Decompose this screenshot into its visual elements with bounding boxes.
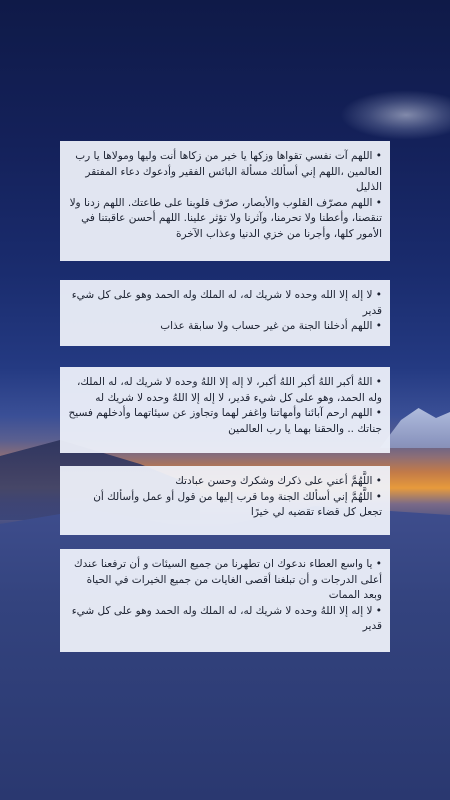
dua-text: • اللهم آت نفسي تقواها وزكها يا خير من زكاها أنت وليها ومولاها يا رب العالمين ،اللهم إني أسألك مسألة البائس الفقير وأدعوك دعاء المفتقر الذليل xyxy=(75,150,382,193)
dua-card-3 xyxy=(60,367,390,453)
cloud-wisp xyxy=(340,90,450,140)
dua-card-1 xyxy=(60,141,390,261)
dua-text: • يا واسع العطاء ندعوك ان تطهرنا من جميع السيئات و أن ترفعنا عندك أعلى الدرجات و أن تبلغنا أقصى الغايات من جميع الخيرات في الحياة وبعد الممات xyxy=(73,558,382,601)
dua-text: • اللهم ارحم آبائنا وأمهاتنا واغفر لهما وتجاوز عن سيئاتهما وأدخلهم فسيح جناتك .. والحقنا بهما يا رب العالمين xyxy=(68,407,382,435)
dua-text: • اللهُ أكبر اللهُ أكبر اللهُ أكبر، لا إله إلا اللهُ وحده لا شريك له، له الملك، وله الحمد، وهو على كل شيء قدير، لا إله إلا اللهُ وحده لا شريك له xyxy=(76,376,382,404)
dua-card-2 xyxy=(60,280,390,346)
dua-text: • اللَّهُمَّ أعني على ذكرك وشكرك وحسن عبادتك xyxy=(175,475,382,487)
dua-card-5 xyxy=(60,549,390,652)
dua-text: • اللَّهُمَّ إني أسألك الجنة وما قرب إليها من قول أو عمل وأسألك أن تجعل كل قضاء تقضيه لي خيرًا xyxy=(93,490,382,518)
dua-text: • اللهم أدخلنا الجنة من غير حساب ولا سابقة عذاب xyxy=(160,320,382,332)
dua-text: • لا إله إلا اللهُ وحده لا شريك له، له الملك وله الحمد وهو على كل شيء قدير xyxy=(71,604,382,632)
dua-card-4 xyxy=(60,466,390,535)
dua-text: • اللهم مصرّف القلوب والأبصار، صرّف قلوبنا على طاعتك. اللهم زدنا ولا تنقصنا، وأعطنا ولا تحرمنا، وآثرنا ولا تؤثر علينا. اللهم أحسن عاقبتنا في الأمور كلها، وأجرنا من خزي الدنيا وعذاب الآخرة xyxy=(69,196,382,240)
dua-text: • لا إله إلا الله وحده لا شريك له، له الملك وله الحمد وهو على كل شيء قدير xyxy=(71,289,382,317)
